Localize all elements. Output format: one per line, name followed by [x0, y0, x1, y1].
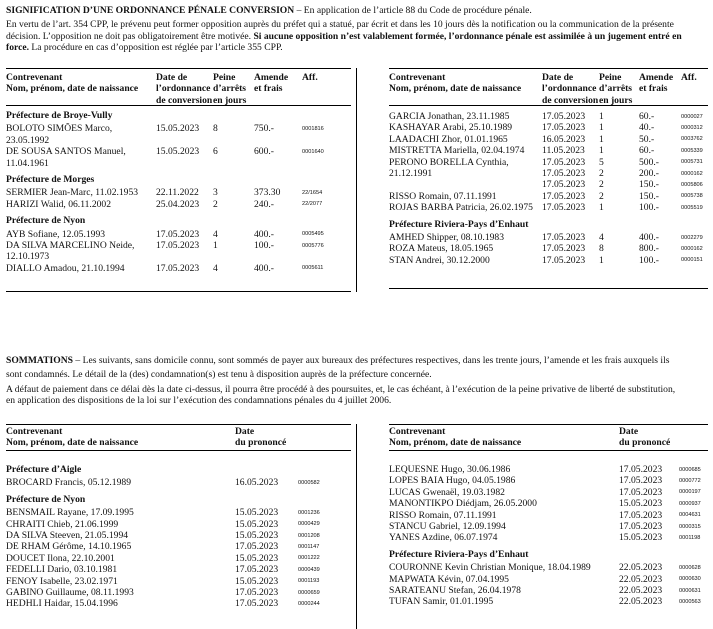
header-peine: Peine: [599, 72, 622, 83]
table-header: [389, 424, 708, 451]
contrevenant-name: GABINO Guillaume, 08.11.1993: [6, 587, 134, 598]
header-amende: Amende: [639, 72, 674, 83]
header-peine: d’arrêts: [213, 83, 247, 95]
prononce-date: 17.05.2023: [235, 587, 279, 598]
sommations-line-3: A défaut de paiement dans ce délai dès la date ci-dessus, il pourra être procédé à des poursuites, et, le cas échéant, à l’exécution de la peine privative de liberté de substitution,: [6, 383, 676, 395]
contrevenant-name: LUCAS Gwenaël, 19.03.1982: [389, 486, 505, 498]
prononce-date: 17.05.2023: [235, 564, 279, 576]
affaire-number: 0000563: [679, 598, 701, 605]
header-peine: en jours: [213, 94, 247, 106]
affaire-number: 0001193: [298, 578, 320, 585]
contrevenant-name: BENSMAIL Rayane, 17.09.1995: [6, 507, 134, 519]
ordonnance-date: 17.05.2023: [542, 202, 586, 214]
header-nom: Nom, prénom, date de naissance: [6, 437, 139, 449]
peine-jours: 2: [213, 198, 218, 210]
prononce-date: 15.05.2023: [235, 552, 279, 564]
contrevenant-name: 23.05.1992: [6, 134, 50, 146]
prefecture-heading: Préfecture de Morges: [6, 174, 95, 185]
affaire-number: 0000937: [679, 500, 701, 507]
ordonnance-date: 17.05.2023: [542, 156, 586, 168]
table-header: [6, 424, 351, 451]
prononce-date: 15.05.2023: [619, 498, 663, 510]
amende-frais: 400.-: [254, 228, 274, 240]
header-date: du prononcé: [235, 437, 287, 449]
affaire-number: 0000244: [298, 600, 320, 607]
prononce-date: 17.05.2023: [619, 486, 663, 498]
amende-frais: 200.-: [639, 168, 659, 179]
contrevenant-name: CHRAITI Chieb, 21.06.1999: [6, 518, 119, 530]
affaire-number: 0005806: [681, 181, 703, 188]
prononce-date: 15.05.2023: [235, 507, 279, 519]
contrevenant-name: MISTRETTA Mariella, 02.04.1974: [389, 145, 525, 157]
prononce-date: 17.05.2023: [235, 541, 279, 553]
amende-frais: 400.-: [639, 232, 659, 243]
contrevenant-name: HARIZI Walid, 06.11.2002: [6, 198, 112, 210]
affaire-number: 0000197: [679, 489, 701, 496]
affaire-number: 0000628: [679, 564, 701, 571]
peine-jours: 3: [213, 187, 218, 199]
peine-jours: 1: [599, 202, 604, 214]
peine-jours: 4: [213, 262, 218, 274]
affaire-number: 0000315: [679, 523, 701, 530]
header-contrevenant: Contrevenant: [389, 72, 446, 83]
contrevenant-name: DIALLO Amadou, 21.10.1994: [6, 262, 125, 274]
amende-frais: 150.-: [639, 190, 659, 202]
amende-frais: 100.-: [639, 254, 659, 266]
prefecture-heading: Préfecture de Nyon: [6, 215, 86, 227]
header-date: de conversion: [156, 94, 213, 106]
contrevenant-name: FEDELLI Dario, 03.10.1981: [6, 564, 118, 576]
peine-jours: 2: [599, 190, 604, 202]
contrevenant-name: PERONO BORELLA Cynthia,: [389, 156, 509, 168]
contrevenant-name: SARATEANU Stefan, 26.04.1978: [389, 585, 521, 596]
affaire-number: 0001198: [679, 534, 701, 541]
header-contrevenant: Contrevenant: [6, 426, 63, 437]
contrevenant-name: YANES Azdine, 06.07.1974: [389, 532, 498, 544]
prononce-date: 16.05.2023: [235, 477, 279, 489]
amende-frais: 60.-: [639, 145, 655, 157]
ordonnance-date: 11.05.2023: [542, 145, 585, 157]
column-divider: [356, 68, 357, 292]
affaire-number: 0000631: [679, 587, 701, 594]
affaire-number: 0001147: [298, 543, 320, 550]
prononce-date: 17.05.2023: [235, 598, 279, 610]
affaire-number: 0001640: [302, 148, 324, 155]
affaire-number: 0001236: [298, 509, 320, 516]
prefecture-heading: Préfecture d’Aigle: [6, 464, 82, 475]
header-date: du prononcé: [619, 437, 671, 449]
amende-frais: 750.-: [254, 123, 274, 135]
affaire-number: 0000772: [679, 477, 701, 484]
prefecture-heading: Préfecture Riviera-Pays d’Enhaut: [389, 548, 529, 560]
affaire-number: 0000162: [681, 245, 703, 252]
contrevenant-name: 11.04.1961: [6, 157, 49, 169]
prononce-date: 22.05.2023: [619, 585, 663, 596]
contrevenant-name: COURONNE Kevin Christian Monique, 18.04.1989: [389, 562, 591, 574]
affaire-number: 0005495: [302, 231, 324, 238]
header-peine: d’arrêts: [599, 83, 633, 95]
conversion-line-3a: décision. L’opposition ne doit pas obligatoirement être motivée.: [6, 30, 254, 42]
header-date: l’ordonnance: [156, 83, 211, 95]
affaire-number: 0005738: [681, 193, 703, 200]
affaire-number: 0005339: [681, 147, 703, 154]
affaire-number: 0000429: [298, 521, 320, 528]
affaire-number: 0000630: [679, 576, 701, 583]
ordonnance-date: 17.05.2023: [542, 179, 586, 191]
amende-frais: 60.-: [639, 111, 655, 122]
ordonnance-date: 25.04.2023: [156, 198, 200, 210]
header-peine: en jours: [599, 94, 633, 106]
ordonnance-date: 17.05.2023: [156, 262, 200, 274]
prononce-date: 15.05.2023: [619, 532, 663, 544]
sommations-line-2: sont condamnés. Le détail de la (des) condamnation(s) est tenu à disposition auprès de la préfecture concernée.: [6, 369, 432, 381]
contrevenant-name: DE RHAM Gérôme, 14.10.1965: [6, 541, 132, 553]
header-amende: Amende: [254, 72, 289, 83]
conversion-line-4a: force.: [6, 41, 29, 53]
contrevenant-name: LOPES BAIA Hugo, 04.05.1986: [389, 475, 516, 487]
affaire-number: 0001208: [298, 532, 320, 539]
header-contrevenant: Contrevenant: [389, 426, 446, 437]
peine-jours: 2: [599, 168, 604, 179]
ordonnance-date: 17.05.2023: [542, 243, 586, 255]
amende-frais: 373.30: [254, 187, 281, 199]
conversion-line-4b: La procédure en cas d’opposition est réglée par l’article 355 CPP.: [29, 41, 283, 53]
contrevenant-name: RISSO Romain, 07.11.1991: [389, 190, 497, 202]
peine-jours: 4: [599, 232, 604, 243]
ordonnance-date: 17.05.2023: [542, 254, 586, 266]
header-amende: et frais: [639, 83, 668, 95]
peine-jours: 1: [599, 254, 604, 266]
contrevenant-name: BOLOTO SIMÕES Marco,: [6, 123, 113, 135]
affaire-number: 0000027: [681, 113, 703, 120]
amende-frais: 500.-: [639, 156, 659, 168]
header-date: l’ordonnance: [542, 83, 597, 95]
sommations-title: SOMMATIONS: [6, 355, 73, 366]
prefecture-heading: Préfecture Riviera-Pays d’Enhaut: [389, 218, 529, 230]
ordonnance-date: 22.11.2022: [156, 187, 199, 199]
prononce-date: 22.05.2023: [619, 596, 663, 608]
header-date: de conversion: [542, 94, 599, 106]
prononce-date: 15.05.2023: [235, 575, 279, 587]
header-aff: Aff.: [681, 72, 697, 83]
header-peine: Peine: [213, 72, 236, 83]
header-date: Date: [235, 426, 255, 437]
amende-frais: 50.-: [639, 133, 655, 145]
prononce-date: 15.05.2023: [235, 530, 279, 541]
prononce-date: 17.05.2023: [619, 509, 663, 521]
prononce-date: 17.05.2023: [619, 464, 663, 475]
peine-jours: 8: [599, 243, 604, 255]
ordonnance-date: 17.05.2023: [542, 168, 586, 179]
amende-frais: 100.-: [254, 240, 274, 251]
contrevenant-name: ROJAS BARBA Patricia, 26.02.1975: [389, 202, 533, 214]
sommations-line-4: en application des dispositions de la loi sur l’exécution des condamnations pénales du 4 juillet 2006.: [6, 394, 392, 406]
header-amende: et frais: [254, 83, 283, 95]
conversion-title: SIGNIFICATION D’UNE ORDONNANCE PÉNALE CONVERSION: [6, 5, 295, 16]
header-date: Date de: [156, 72, 188, 83]
affaire-number: 0002279: [681, 234, 703, 241]
contrevenant-name: RISSO Romain, 07.11.1991: [389, 509, 497, 521]
affaire-number: 0005731: [681, 159, 703, 166]
table-header: [6, 68, 351, 106]
column-divider: [356, 424, 357, 629]
affaire-number: 0005519: [681, 204, 703, 211]
contrevenant-name: DA SILVA Steeven, 21.05.1994: [6, 530, 129, 541]
conversion-intro: [6, 5, 708, 53]
amende-frais: 40.-: [639, 122, 655, 134]
contrevenant-name: LAADACHI Zhor, 01.01.1965: [389, 133, 508, 145]
peine-jours: 2: [599, 179, 604, 191]
affaire-number: 0000151: [681, 257, 703, 264]
header-aff: Aff.: [302, 72, 318, 83]
amende-frais: 150.-: [639, 179, 659, 191]
peine-jours: 1: [599, 145, 604, 157]
affaire-number: 0000312: [681, 124, 703, 131]
header-date: Date de: [542, 72, 574, 83]
peine-jours: 1: [599, 111, 604, 122]
ordonnance-date: 17.05.2023: [542, 190, 586, 202]
contrevenant-name: HEDHLI Haidar, 15.04.1996: [6, 598, 118, 610]
amende-frais: 600.-: [254, 146, 274, 158]
affaire-number: 0003762: [681, 136, 703, 143]
prononce-date: 22.05.2023: [619, 573, 663, 585]
conversion-line-3b: Si aucune opposition n’est valablement formée, l’ordonnance pénale est assimilée à un jugement entré en: [253, 30, 682, 42]
ordonnance-date: 15.05.2023: [156, 123, 200, 135]
header-contrevenant: Contrevenant: [6, 72, 63, 83]
peine-jours: 1: [599, 122, 604, 134]
header-nom: Nom, prénom, date de naissance: [6, 83, 139, 95]
affaire-number: 0001816: [302, 125, 324, 132]
contrevenant-name: ROZA Mateus, 18.05.1965: [389, 243, 494, 255]
ordonnance-date: 16.05.2023: [542, 133, 586, 145]
contrevenant-name: DOUCET Ilona, 22.10.2001: [6, 552, 115, 564]
contrevenant-name: AYB Sofiane, 12.05.1993: [6, 228, 106, 240]
contrevenant-name: LEQUESNE Hugo, 30.06.1986: [389, 464, 511, 475]
affaire-number: 22/1654: [302, 189, 323, 196]
ordonnance-date: 17.05.2023: [156, 228, 200, 240]
amende-frais: 800.-: [639, 243, 659, 255]
amende-frais: 400.-: [254, 262, 274, 274]
peine-jours: 1: [213, 240, 218, 251]
affaire-number: 22/2077: [302, 201, 323, 208]
prononce-date: 17.05.2023: [619, 521, 663, 532]
prononce-date: 15.05.2023: [235, 518, 279, 530]
contrevenant-name: DE SOUSA SANTOS Manuel,: [6, 146, 126, 158]
sommations-intro: [6, 355, 708, 406]
contrevenant-name: AMHED Shipper, 08.10.1983: [389, 232, 505, 243]
affaire-number: 0000582: [298, 479, 320, 486]
header-date: Date: [619, 426, 639, 437]
contrevenant-name: MANONTIKPO Diédjam, 26.05.2000: [389, 498, 537, 510]
contrevenant-name: KASHAYAR Arabi, 25.10.1989: [389, 122, 513, 134]
sommations-line-1: – Les suivants, sans domicile connu, sont sommés de payer aux bureaux des préfectures respectives, dans les trente jours, l’amende et les frais auxquels ils: [72, 355, 670, 366]
contrevenant-name: STANCU Gabriel, 12.09.1994: [389, 521, 506, 532]
table-bottom-rule: [389, 288, 708, 289]
affaire-number: 0000162: [681, 170, 703, 177]
affaire-number: 0000439: [298, 566, 320, 573]
ordonnance-date: 15.05.2023: [156, 146, 200, 158]
prefecture-heading: Préfecture de Broye-Vully: [6, 110, 113, 121]
affaire-number: 0005611: [302, 265, 324, 272]
prefecture-heading: Préfecture de Nyon: [6, 493, 86, 505]
ordonnance-date: 17.05.2023: [156, 240, 200, 251]
contrevenant-name: BROCARD Francis, 05.12.1989: [6, 477, 131, 489]
affaire-number: 0000685: [679, 466, 701, 473]
header-nom: Nom, prénom, date de naissance: [389, 437, 522, 449]
affaire-number: 0004631: [679, 512, 701, 519]
peine-jours: 8: [213, 123, 218, 135]
contrevenant-name: FENOY Isabelle, 23.02.1971: [6, 575, 118, 587]
table-bottom-rule: [6, 291, 351, 292]
peine-jours: 5: [599, 156, 604, 168]
contrevenant-name: 12.10.1973: [6, 251, 50, 263]
ordonnance-date: 17.05.2023: [542, 122, 586, 134]
amende-frais: 100.-: [639, 202, 659, 214]
contrevenant-name: GARCIA Jonathan, 23.11.1985: [389, 111, 510, 122]
contrevenant-name: 21.12.1991: [389, 168, 433, 179]
affaire-number: 0005776: [302, 242, 324, 249]
contrevenant-name: STAN Andrei, 30.12.2000: [389, 254, 490, 266]
affaire-number: 0000659: [298, 589, 320, 596]
contrevenant-name: DA SILVA MARCELINO Neide,: [6, 240, 135, 251]
affaire-number: 0001222: [298, 555, 320, 562]
contrevenant-name: SERMIER Jean-Marc, 11.02.1953: [6, 187, 139, 199]
ordonnance-date: 17.05.2023: [542, 232, 586, 243]
conversion-line-2: En vertu de l’art. 354 CPP, le prévenu peut former opposition auprès du préfet qui a statué, par écrit et dans les 10 jours dès la notification ou la communication de la présente: [6, 19, 674, 31]
contrevenant-name: TUFAN Samir, 01.01.1995: [389, 596, 494, 608]
peine-jours: 4: [213, 228, 218, 240]
amende-frais: 240.-: [254, 198, 274, 210]
header-nom: Nom, prénom, date de naissance: [389, 83, 522, 95]
peine-jours: 1: [599, 133, 604, 145]
contrevenant-name: MAPWATA Kévin, 07.04.1995: [389, 573, 509, 585]
table-header: [389, 68, 708, 106]
prononce-date: 17.05.2023: [619, 475, 663, 487]
conversion-intro-text: – En application de l’article 88 du Code de procédure pénale.: [294, 5, 532, 16]
prononce-date: 22.05.2023: [619, 562, 663, 574]
ordonnance-date: 17.05.2023: [542, 111, 586, 122]
peine-jours: 6: [213, 146, 218, 158]
